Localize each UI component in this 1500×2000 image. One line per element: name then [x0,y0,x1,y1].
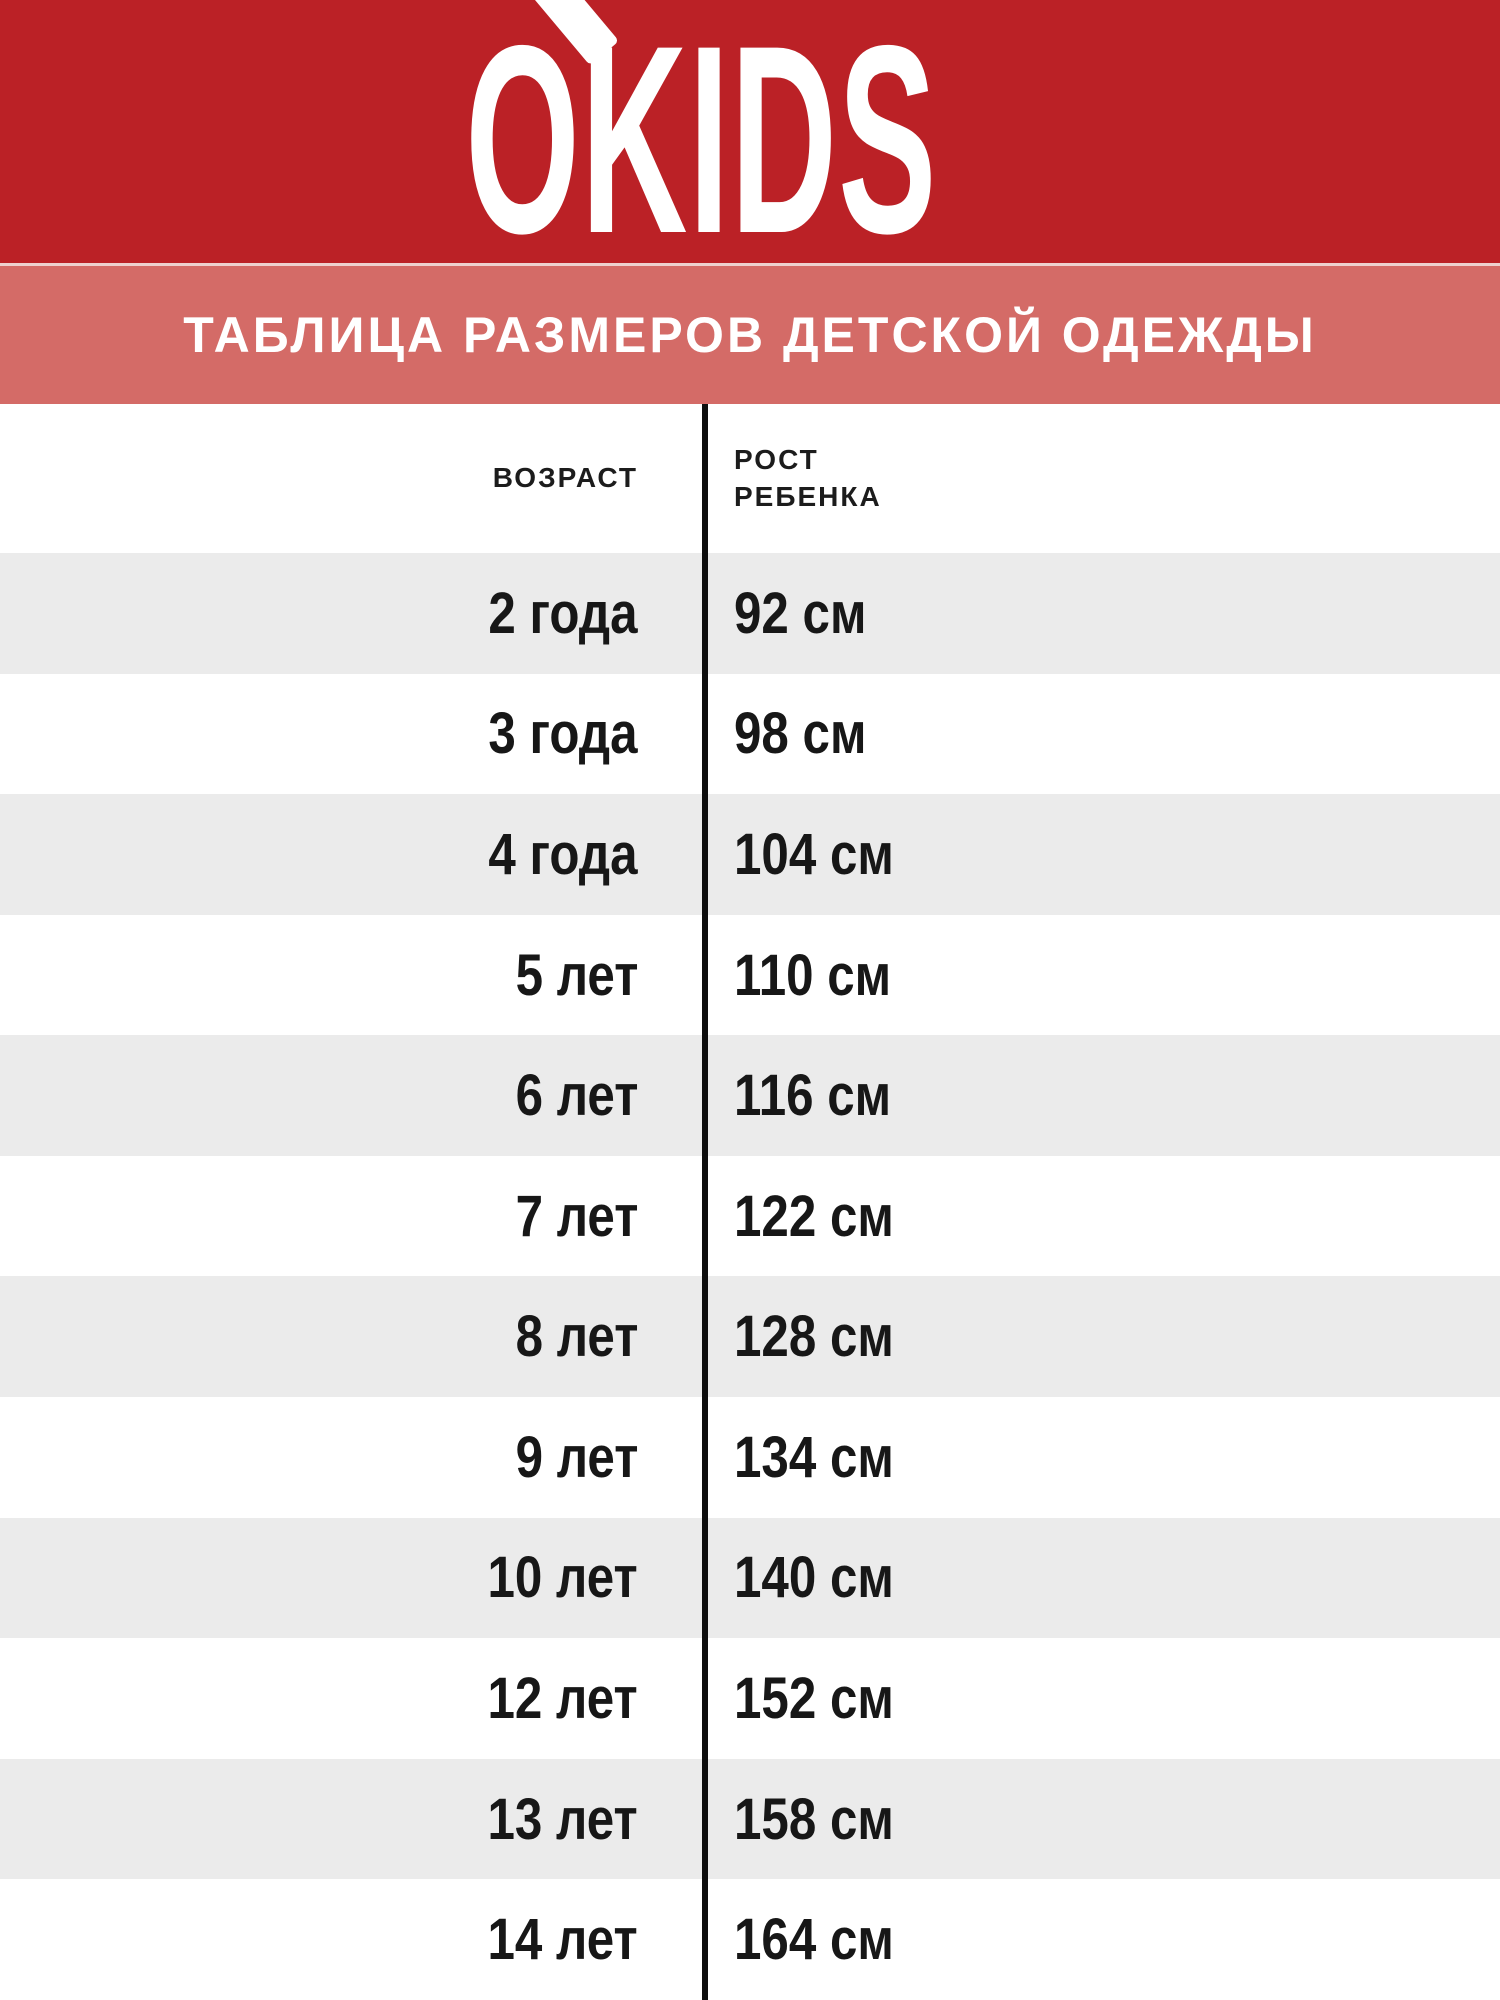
age-value: 14 лет [487,1907,638,1973]
table-row [0,1156,1500,1277]
height-cell [702,674,1500,795]
height-cell [702,553,1500,674]
height-value: 104 см [734,821,894,887]
age-value: 2 года [488,580,638,646]
age-cell [0,1759,702,1880]
age-value: 13 лет [487,1786,638,1852]
page-title: ТАБЛИЦА РАЗМЕРОВ ДЕТСКОЙ ОДЕЖДЫ [183,307,1317,363]
brand-logo [465,0,937,263]
age-value: 4 года [488,821,638,887]
logo-text-pre: O [464,0,581,263]
age-cell [0,1879,702,2000]
height-value: 128 см [734,1304,894,1370]
height-value: 116 см [734,1063,892,1129]
height-cell [702,1156,1500,1277]
height-value: 98 см [734,701,867,767]
height-value: 134 см [734,1424,894,1490]
table-row [0,674,1500,795]
table-row [0,1035,1500,1156]
height-value: 140 см [734,1545,894,1611]
brand-banner [0,0,1500,263]
column-header-age: ВОЗРАСТ [492,462,638,494]
table-row [0,553,1500,674]
age-value: 7 лет [515,1183,638,1249]
age-cell [0,1035,702,1156]
height-value: 152 см [734,1665,894,1731]
table-row [0,794,1500,915]
logo-text-post: IDS [688,0,938,263]
height-cell [702,1276,1500,1397]
height-value: 92 см [734,580,867,646]
subtitle-band [0,263,1500,404]
age-cell [0,674,702,795]
table-row [0,1638,1500,1759]
height-value: 164 см [734,1907,894,1973]
age-value: 3 года [488,701,638,767]
age-value: 9 лет [515,1424,638,1490]
height-cell [702,794,1500,915]
table-row [0,1518,1500,1639]
age-value: 6 лет [515,1063,638,1129]
height-cell [702,1879,1500,2000]
height-cell [702,1035,1500,1156]
table-row [0,1759,1500,1880]
logo-text-accented-letter: K [580,0,689,263]
age-cell [0,1156,702,1277]
age-value: 5 лет [515,942,638,1008]
table-header-row [0,404,1500,553]
age-cell [0,1638,702,1759]
height-cell [702,1397,1500,1518]
column-divider-line [702,404,708,2000]
table-row [0,915,1500,1036]
header-cell-height [702,404,1500,553]
age-value: 8 лет [515,1304,638,1370]
age-cell [0,1518,702,1639]
height-value: 110 см [734,942,892,1008]
table-row [0,1397,1500,1518]
height-cell [702,1638,1500,1759]
table-row [0,1879,1500,2000]
height-cell [702,1518,1500,1639]
size-table [0,404,1500,2000]
age-cell [0,1276,702,1397]
age-cell [0,553,702,674]
age-cell [0,915,702,1036]
header-cell-age [0,404,702,553]
age-value: 12 лет [487,1665,638,1731]
column-header-height: РОСТ РЕБЕНКА [734,443,882,512]
height-cell [702,915,1500,1036]
table-row [0,1276,1500,1397]
height-cell [702,1759,1500,1880]
age-value: 10 лет [487,1545,638,1611]
age-cell [0,794,702,915]
age-cell [0,1397,702,1518]
height-value: 122 см [734,1183,894,1249]
height-value: 158 см [734,1786,894,1852]
